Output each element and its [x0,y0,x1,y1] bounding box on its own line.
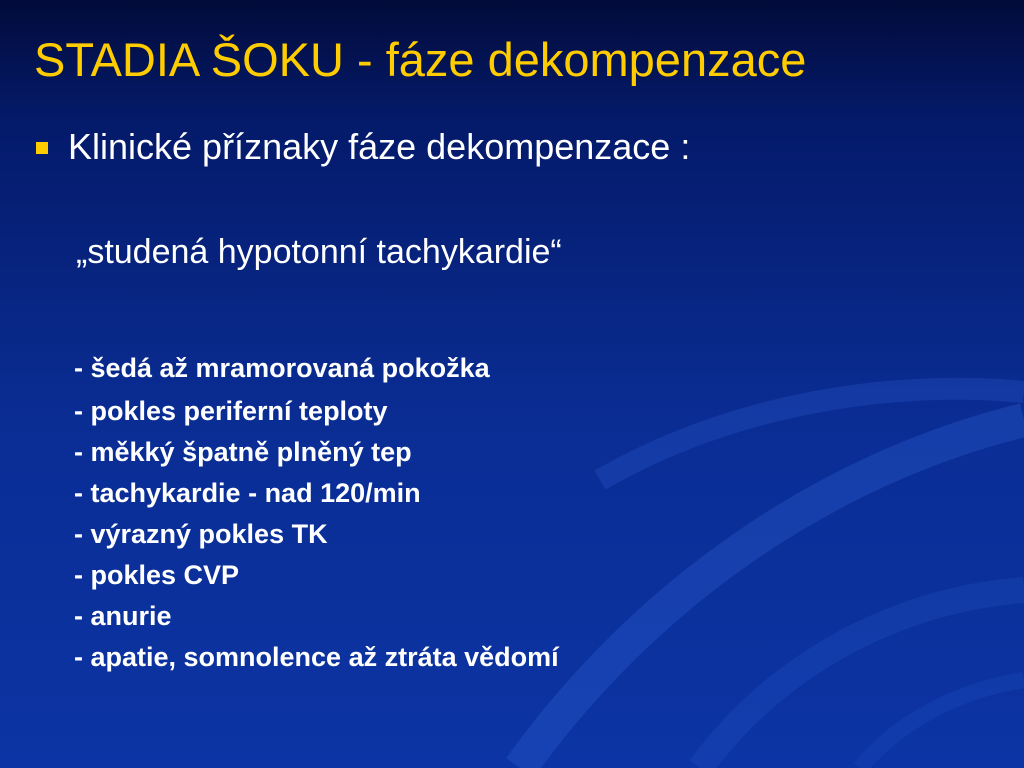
symptom-item: - pokles periferní teploty [74,396,388,426]
symptom-item: - měkký špatně plněný tep [74,437,412,467]
square-bullet-icon [36,142,48,154]
symptom-item: - výrazný pokles TK [74,519,328,549]
slide-title: STADIA ŠOKU - fáze dekompenzace [34,33,807,86]
symptom-item: - pokles CVP [74,560,240,590]
symptom-item: - apatie, somnolence až ztráta vědomí [74,642,559,672]
quoted-phrase: „studená hypotonní tachykardie“ [76,233,562,271]
bullet-text: Klinické příznaky fáze dekompenzace : [68,126,691,167]
symptom-list [74,348,559,678]
symptom-item: - šedá až mramorovaná pokožka [74,353,490,383]
symptom-item: - tachykardie - nad 120/min [74,478,421,508]
bullet-line [36,124,690,170]
symptom-item: - anurie [74,601,172,631]
